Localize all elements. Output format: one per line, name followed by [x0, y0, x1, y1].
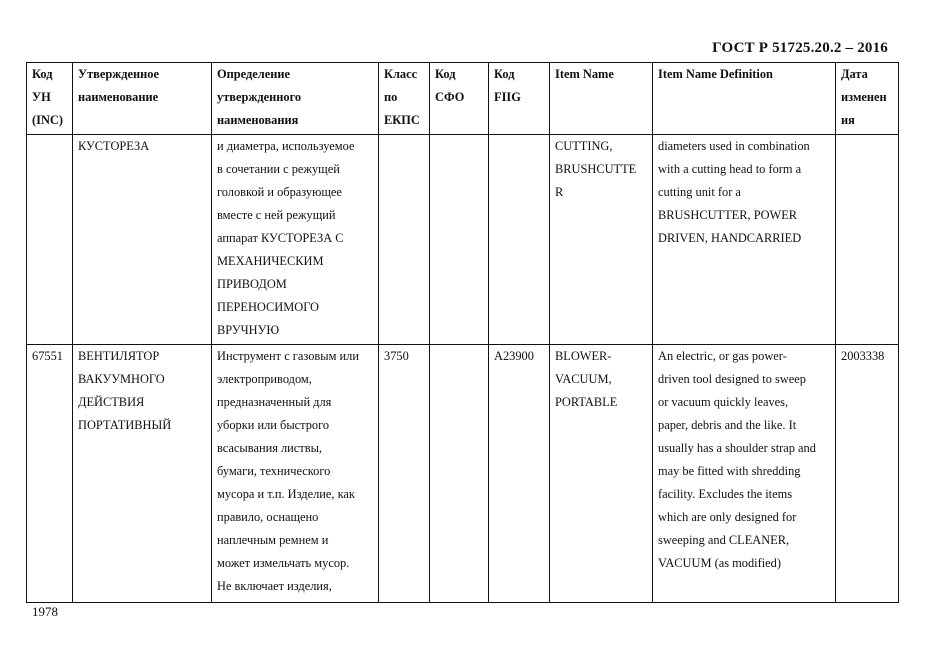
document-header: ГОСТ Р 51725.20.2 – 2016	[712, 40, 888, 56]
column-header-item-name: Item Name	[550, 63, 653, 135]
column-header-approved-name: Утвержденное наименование	[73, 63, 212, 135]
cell-change-date: 2003338	[836, 345, 899, 603]
page-number: 1978	[32, 604, 58, 619]
cell-item-name: CUTTING, BRUSHCUTTE R	[550, 135, 653, 345]
column-header-inc-code: Код УН (INC)	[27, 63, 73, 135]
column-header-name-definition: Определение утвержденного наименования	[212, 63, 379, 135]
cell-inc-code	[27, 135, 73, 345]
classification-table	[26, 62, 899, 603]
cell-item-name-definition: An electric, or gas power- driven tool designed to sweep or vacuum quickly leaves, paper, debris and the like. It usually has a shoulder strap and may be fitted with shredding facility. Excludes the items which are only designed for sweeping and CLEANER, VACUUM (as modified)	[653, 345, 836, 603]
table-row	[27, 345, 899, 603]
table-header-row	[27, 63, 899, 135]
column-header-ekps-class: Класс по ЕКПС	[379, 63, 430, 135]
cell-ekps-class: 3750	[379, 345, 430, 603]
column-header-fiig-code: Код FIIG	[489, 63, 550, 135]
cell-item-name-definition: diameters used in combination with a cutting head to form a cutting unit for a BRUSHCUTTER, POWER DRIVEN, HANDCARRIED	[653, 135, 836, 345]
cell-sfo-code	[430, 135, 489, 345]
column-header-sfo-code: Код СФО	[430, 63, 489, 135]
cell-approved-name: КУСТОРЕЗА	[73, 135, 212, 345]
cell-sfo-code	[430, 345, 489, 603]
cell-approved-name: ВЕНТИЛЯТОР ВАКУУМНОГО ДЕЙСТВИЯ ПОРТАТИВНЫЙ	[73, 345, 212, 603]
cell-change-date	[836, 135, 899, 345]
column-header-change-date: Дата изменен ия	[836, 63, 899, 135]
cell-name-definition: и диаметра, используемое в сочетании с режущей головкой и образующее вместе с ней режущий аппарат КУСТОРЕЗА С МЕХАНИЧЕСКИМ ПРИВОДОМ ПЕРЕНОСИМОГО ВРУЧНУЮ	[212, 135, 379, 345]
cell-ekps-class	[379, 135, 430, 345]
cell-item-name: BLOWER- VACUUM, PORTABLE	[550, 345, 653, 603]
column-header-item-name-definition: Item Name Definition	[653, 63, 836, 135]
cell-name-definition: Инструмент с газовым или электроприводом, предназначенный для уборки или быстрого всасывания листвы, бумаги, технического мусора и т.п. Изделие, как правило, оснащено наплечным ремнем и может измельчать мусор. Не включает изделия,	[212, 345, 379, 603]
table-row	[27, 135, 899, 345]
cell-fiig-code	[489, 135, 550, 345]
cell-fiig-code: A23900	[489, 345, 550, 603]
cell-inc-code: 67551	[27, 345, 73, 603]
